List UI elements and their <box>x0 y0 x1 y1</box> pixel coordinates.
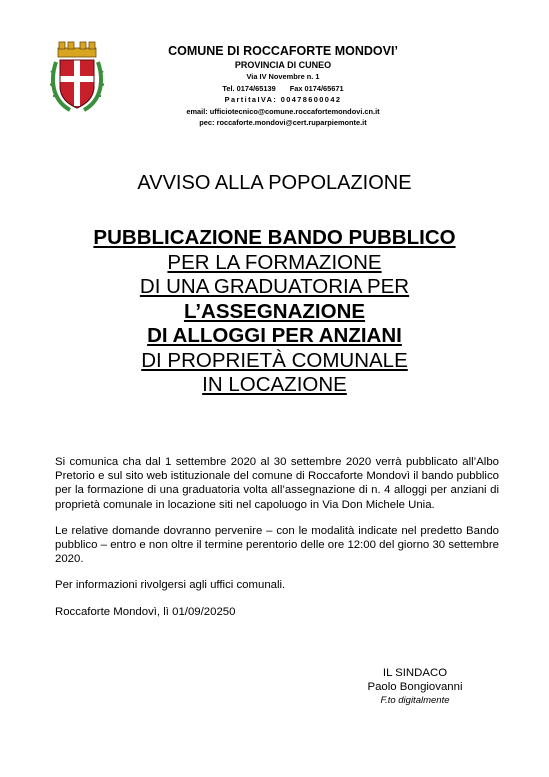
signatory-name: Paolo Bongiovanni <box>367 681 463 693</box>
email-label: email: <box>186 106 208 116</box>
signature-block <box>340 666 490 707</box>
body-paragraph: Le relative domande dovranno pervenire – con le modalità indicate nel predetto Bando pubblico – entro e non oltre il termine perentorio delle ore 12:00 del giorno 30 settembre 2020. <box>55 524 499 566</box>
phone-number: Tel. 0174/65139 <box>222 83 276 93</box>
signatory-role: IL SINDACO <box>382 667 448 679</box>
pec-address[interactable]: roccaforte.mondovi@cert.ruparpiemonte.it <box>216 118 367 128</box>
notice-headline <box>0 226 549 398</box>
headline-line: DI PROPRIETÀ COMUNALE <box>141 348 408 372</box>
municipal-crest-icon <box>50 40 104 114</box>
email-line <box>118 106 448 118</box>
pec-label: pec: <box>199 118 215 128</box>
headline-line: DI UNA GRADUATORIA PER <box>139 275 410 298</box>
pec-line <box>118 117 448 129</box>
headline-line: PUBBLICAZIONE BANDO PUBBLICO <box>93 226 456 249</box>
letterhead <box>118 44 448 129</box>
province-name: PROVINCIA DI CUNEO <box>234 60 332 70</box>
notice-body <box>55 455 499 619</box>
address: Via IV Novembre n. 1 <box>246 72 320 81</box>
digital-signature-note: F.to digitalmente <box>380 695 450 706</box>
body-paragraph: Per informazioni rivolgersi agli uffici comunali. <box>55 579 286 592</box>
vat-number: PartitaIVA: 00478600042 <box>224 95 342 105</box>
notice-title: AVVISO ALLA POPOLAZIONE <box>137 172 412 194</box>
place-and-date: Roccaforte Mondovì, lì 01/09/20250 <box>55 605 236 618</box>
headline-line: L’ASSEGNAZIONE <box>183 299 366 323</box>
phone-fax-line <box>118 83 448 95</box>
email-address[interactable]: ufficiotecnico@comune.roccafortemondovi.cn.it <box>209 106 380 116</box>
fax-number: Fax 0174/65671 <box>289 83 344 93</box>
headline-line: DI ALLOGGI PER ANZIANI <box>147 324 402 347</box>
municipality-name: COMUNE DI ROCCAFORTE MONDOVI’ <box>168 44 398 58</box>
headline-line: IN LOCAZIONE <box>202 373 347 396</box>
body-paragraph: Si comunica cha dal 1 settembre 2020 al 30 settembre 2020 verrà pubblicato all’Albo Pretorio e sul sito web istituzionale del comune di Roccaforte Mondovì il bando pubblico per la formazione di una graduatoria volta all’assegnazione di n. 4 alloggi per anziani di proprietà comunale in locazione siti nel capoluogo in Via Don Michele Unia. <box>55 456 499 511</box>
headline-line: PER LA FORMAZIONE <box>167 250 382 274</box>
